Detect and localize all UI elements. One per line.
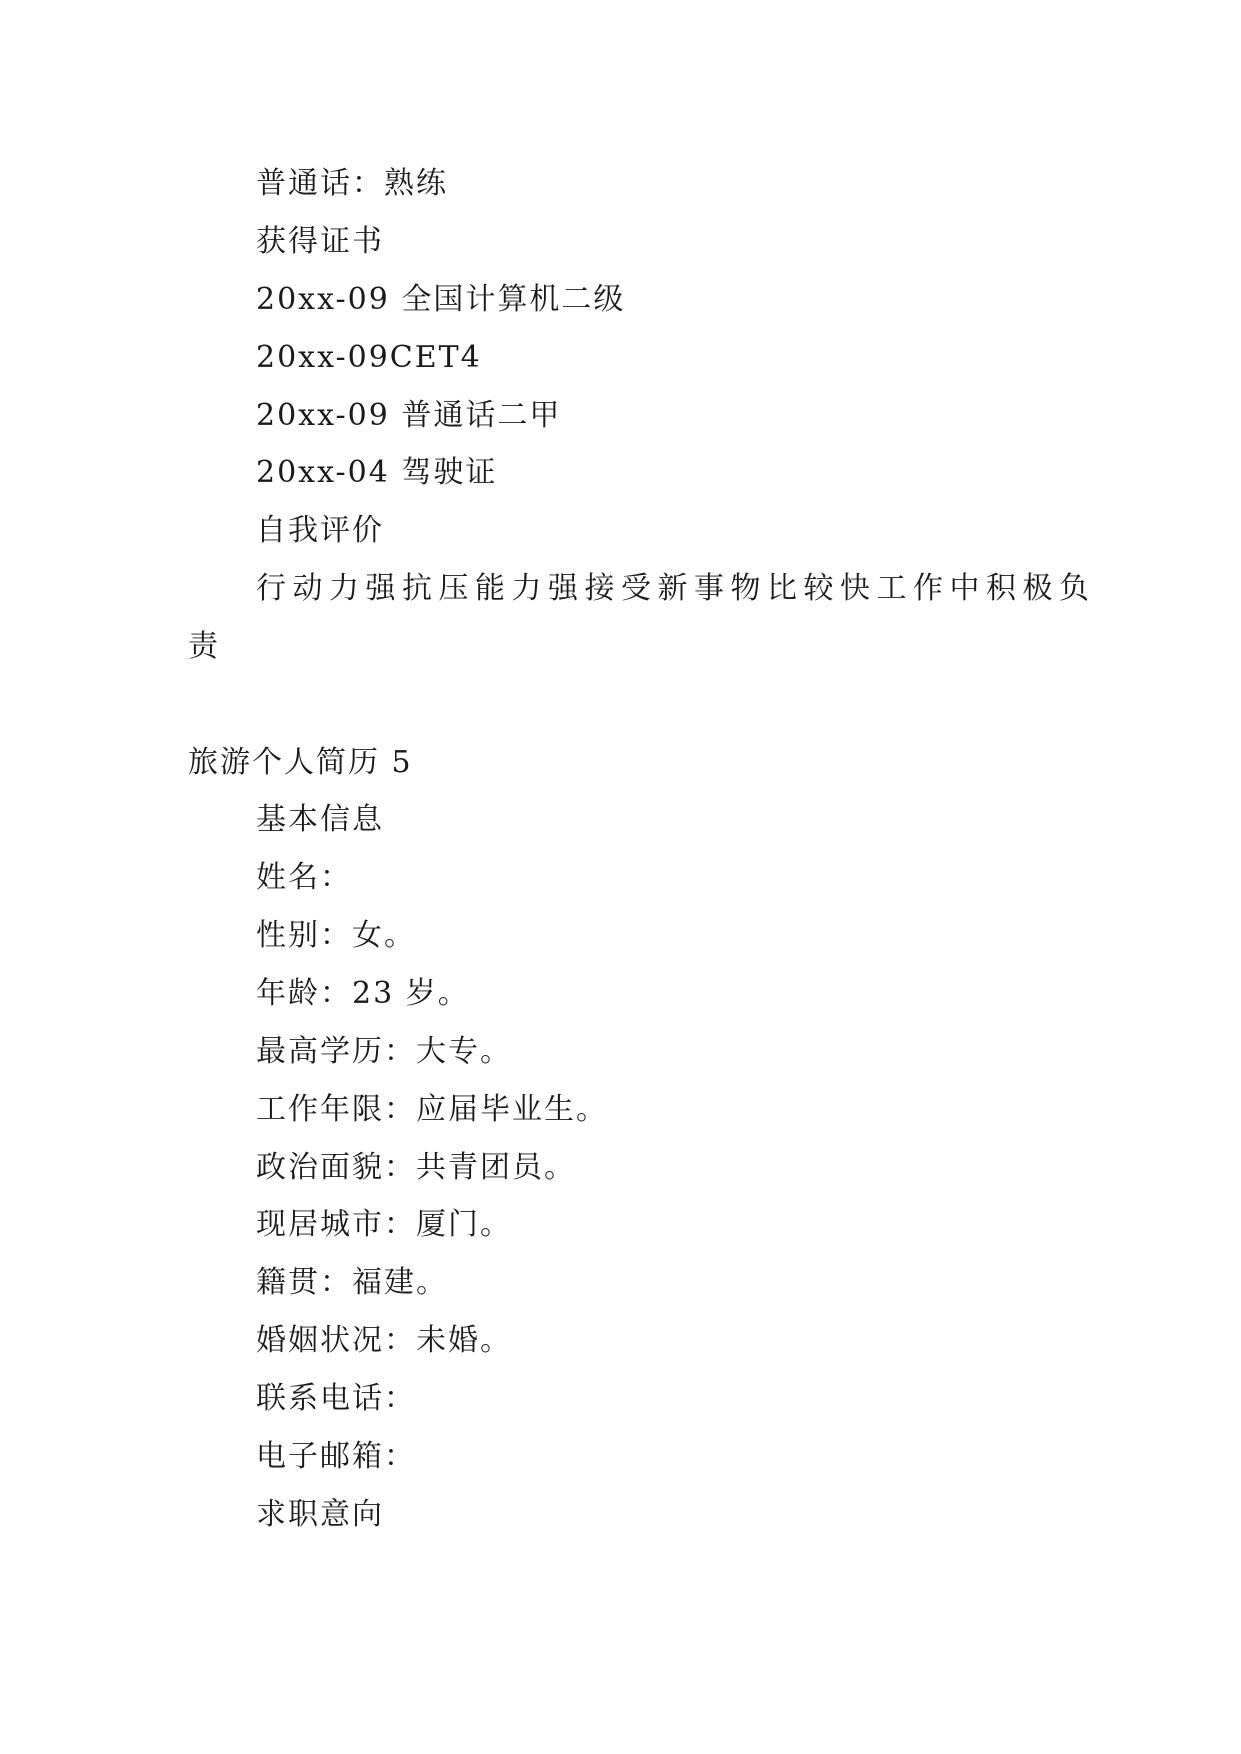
self-evaluation-text: 行动力强抗压能力强接受新事物比较快工作中积极负 xyxy=(256,571,1096,606)
phone-line: 联系电话： xyxy=(256,1381,416,1416)
certificates-heading: 获得证书 xyxy=(256,224,384,259)
education-line: 最高学历：大专。 xyxy=(256,1034,512,1069)
name-line: 姓名： xyxy=(256,860,352,895)
resume-title: 旅游个人简历 5 xyxy=(188,745,413,780)
certificate-cet4: 20xx-09CET4 xyxy=(256,340,482,375)
native-place-line: 籍贯：福建。 xyxy=(256,1265,448,1300)
self-evaluation-heading: 自我评价 xyxy=(256,513,384,548)
job-intention-heading: 求职意向 xyxy=(256,1497,384,1532)
self-evaluation-text-wrap: 责 xyxy=(188,629,220,664)
marital-status-line: 婚姻状况：未婚。 xyxy=(256,1323,512,1358)
gender-line: 性别：女。 xyxy=(256,918,416,953)
current-city-line: 现居城市：厦门。 xyxy=(256,1207,512,1242)
political-status-line: 政治面貌：共青团员。 xyxy=(256,1150,576,1185)
certificate-computer: 20xx-09 全国计算机二级 xyxy=(256,282,626,317)
email-line: 电子邮箱： xyxy=(256,1439,416,1474)
work-years-line: 工作年限：应届毕业生。 xyxy=(256,1092,608,1127)
certificate-driving: 20xx-04 驾驶证 xyxy=(256,455,498,490)
age-line: 年龄：23 岁。 xyxy=(256,976,470,1011)
mandarin-level-line: 普通话：熟练 xyxy=(256,166,448,201)
basic-info-heading: 基本信息 xyxy=(256,802,384,837)
certificate-mandarin: 20xx-09 普通话二甲 xyxy=(256,398,562,433)
